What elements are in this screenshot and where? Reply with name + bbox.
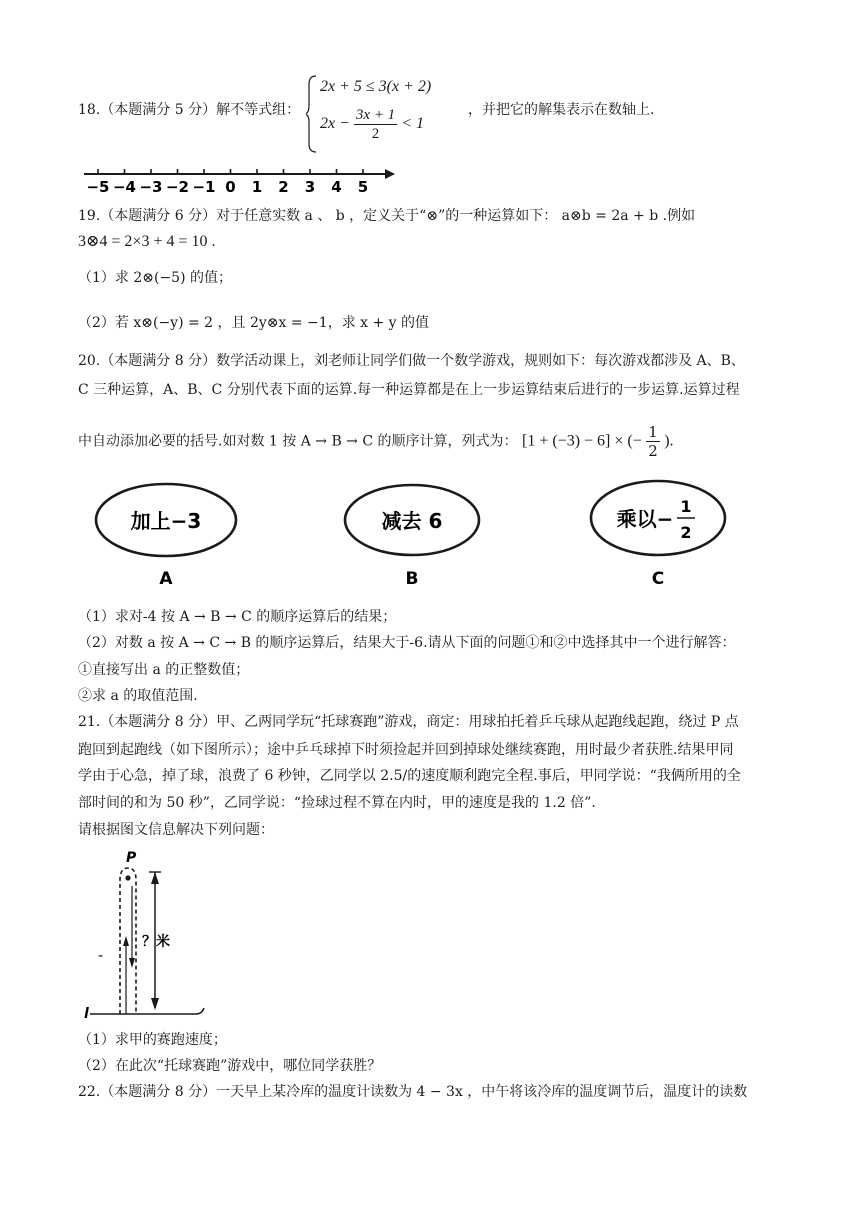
- point-p-icon: [125, 875, 130, 880]
- operation-ovals: [90, 478, 770, 593]
- oval-c-den: 2: [680, 523, 692, 542]
- race-figure: [80, 846, 230, 1026]
- q21-line-2: 跑回到起跑线（如下图所示）；途中乒乓球掉下时须捡起并回到掉球处继续赛跑，用时最少者获胜.结果甲同: [78, 742, 734, 758]
- number-line-label: 5: [357, 178, 369, 196]
- number-line-label: −5: [86, 178, 110, 196]
- number-line-label: 2: [278, 178, 289, 196]
- oval-a-letter: A: [159, 569, 173, 589]
- q20-line-2: C 三种运算，A、B、C 分别代表下面的运算.每一种运算都是在上一步运算结束后进行的一步运算.运算过程: [78, 382, 740, 398]
- q20-sub-1: （1）求对-4 按 A → B → C 的顺序运算后的结果；: [78, 609, 397, 625]
- number-line-label: 0: [225, 178, 236, 196]
- q19-sub-1: （1）求 2⊗(−5) 的值；: [78, 270, 233, 286]
- q21-line-5: 请根据图文信息解决下列问题：: [78, 822, 274, 838]
- distance-label: ？米: [142, 934, 170, 950]
- q21-line-3: 学由于心急，掉了球，浪费了 6 秒钟，乙同学以 2.5/的速度顺利跑完全程.事后，甲同学说：“我俩所用的全: [78, 768, 741, 784]
- oval-a-text: 加上−3: [130, 509, 202, 533]
- oval-b-letter: B: [405, 569, 419, 589]
- oval-b: [345, 485, 479, 589]
- q20-line-1: 20.（本题满分 8 分）数学活动课上，刘老师让同学们做一个数学游戏，规则如下：每次游戏都涉及 A、B、: [78, 353, 745, 369]
- number-line: [80, 166, 400, 196]
- q22-line-1: 22.（本题满分 8 分）一天早上某冷库的温度计读数为 4 − 3x ，中午将该冷库的温度调节后，温度计的读数: [78, 1084, 748, 1100]
- q18-inequality-system: [312, 74, 462, 154]
- q18-suffix: ，并把它的解集表示在数轴上.: [468, 102, 655, 118]
- number-line-label: −2: [165, 178, 190, 196]
- arrow-down-icon: [151, 998, 159, 1010]
- number-line-label: −1: [192, 178, 216, 196]
- left-brace-icon: [306, 74, 318, 154]
- oval-c-text: 乘以−: [616, 507, 674, 531]
- q19-line-1: 19.（本题满分 6 分）对于任意实数 a 、 b ，定义关于“⊗”的一种运算如下： a⊗b = 2a + b .例如: [78, 208, 696, 224]
- q21-line-1: 21.（本题满分 8 分）甲、乙两同学玩“托球赛跑”游戏，商定：用球拍托着乒乓球从起跑线起跑，绕过 P 点: [78, 714, 739, 730]
- oval-c-letter: C: [651, 569, 665, 589]
- dash-mark: -: [98, 948, 104, 964]
- q21-sub-1: （1）求甲的赛跑速度；: [78, 1032, 227, 1048]
- q20-option-2: ②求 a 的取值范围.: [78, 688, 198, 704]
- arrow-up-icon: [151, 872, 159, 884]
- q20-sub-2: （2）对数 a 按 A → C → B 的顺序运算后，结果大于-6.请从下面的问题①和②中选择其中一个进行解答：: [78, 635, 736, 651]
- q20-line-3: 中自动添加必要的括号.如对数 1 按 A → B → C 的顺序计算，列式为： [1 + (−3) − 6] × (− $\frac{1}{2}$ ).: [78, 423, 674, 460]
- oval-c-num: 1: [680, 497, 692, 516]
- start-line: [90, 1008, 204, 1014]
- q20-option-1: ①直接写出 a 的正整数值；: [78, 662, 250, 678]
- oval-c: [591, 481, 725, 589]
- number-line-label: 3: [304, 178, 316, 196]
- oval-a: [96, 484, 236, 589]
- point-p-label: P: [126, 850, 137, 866]
- q18-prefix: 18.（本题满分 5 分）解不等式组：: [78, 102, 301, 118]
- arrow-right-icon: [385, 169, 395, 179]
- number-line-label: 1: [251, 178, 263, 196]
- q18-inequality-2: 2x − $\frac{3x + 1}{2}$ < 1: [320, 107, 424, 142]
- q19-sub-2: （2）若 x⊗(−y) = 2 ，且 2y⊗x = −1，求 x + y 的值: [78, 315, 430, 331]
- q18-inequality-1: 2x + 5 ≤ 3(x + 2): [320, 78, 432, 95]
- oval-b-text: 减去 6: [381, 509, 443, 533]
- q21-sub-2: （2）在此次“托球赛跑”游戏中，哪位同学获胜？: [78, 1058, 382, 1074]
- number-line-label: −3: [139, 178, 163, 196]
- line-l-label: l: [84, 1006, 89, 1022]
- number-line-label: 4: [331, 178, 342, 196]
- q19-line-2: 3⊗4 = 2×3 + 4 = 10 .: [78, 233, 216, 250]
- number-line-label: −4: [112, 178, 137, 196]
- q21-line-4: 部时间的和为 50 秒”，乙同学说：“捡球过程不算在内时，甲的速度是我的 1.2 倍”.: [78, 795, 596, 811]
